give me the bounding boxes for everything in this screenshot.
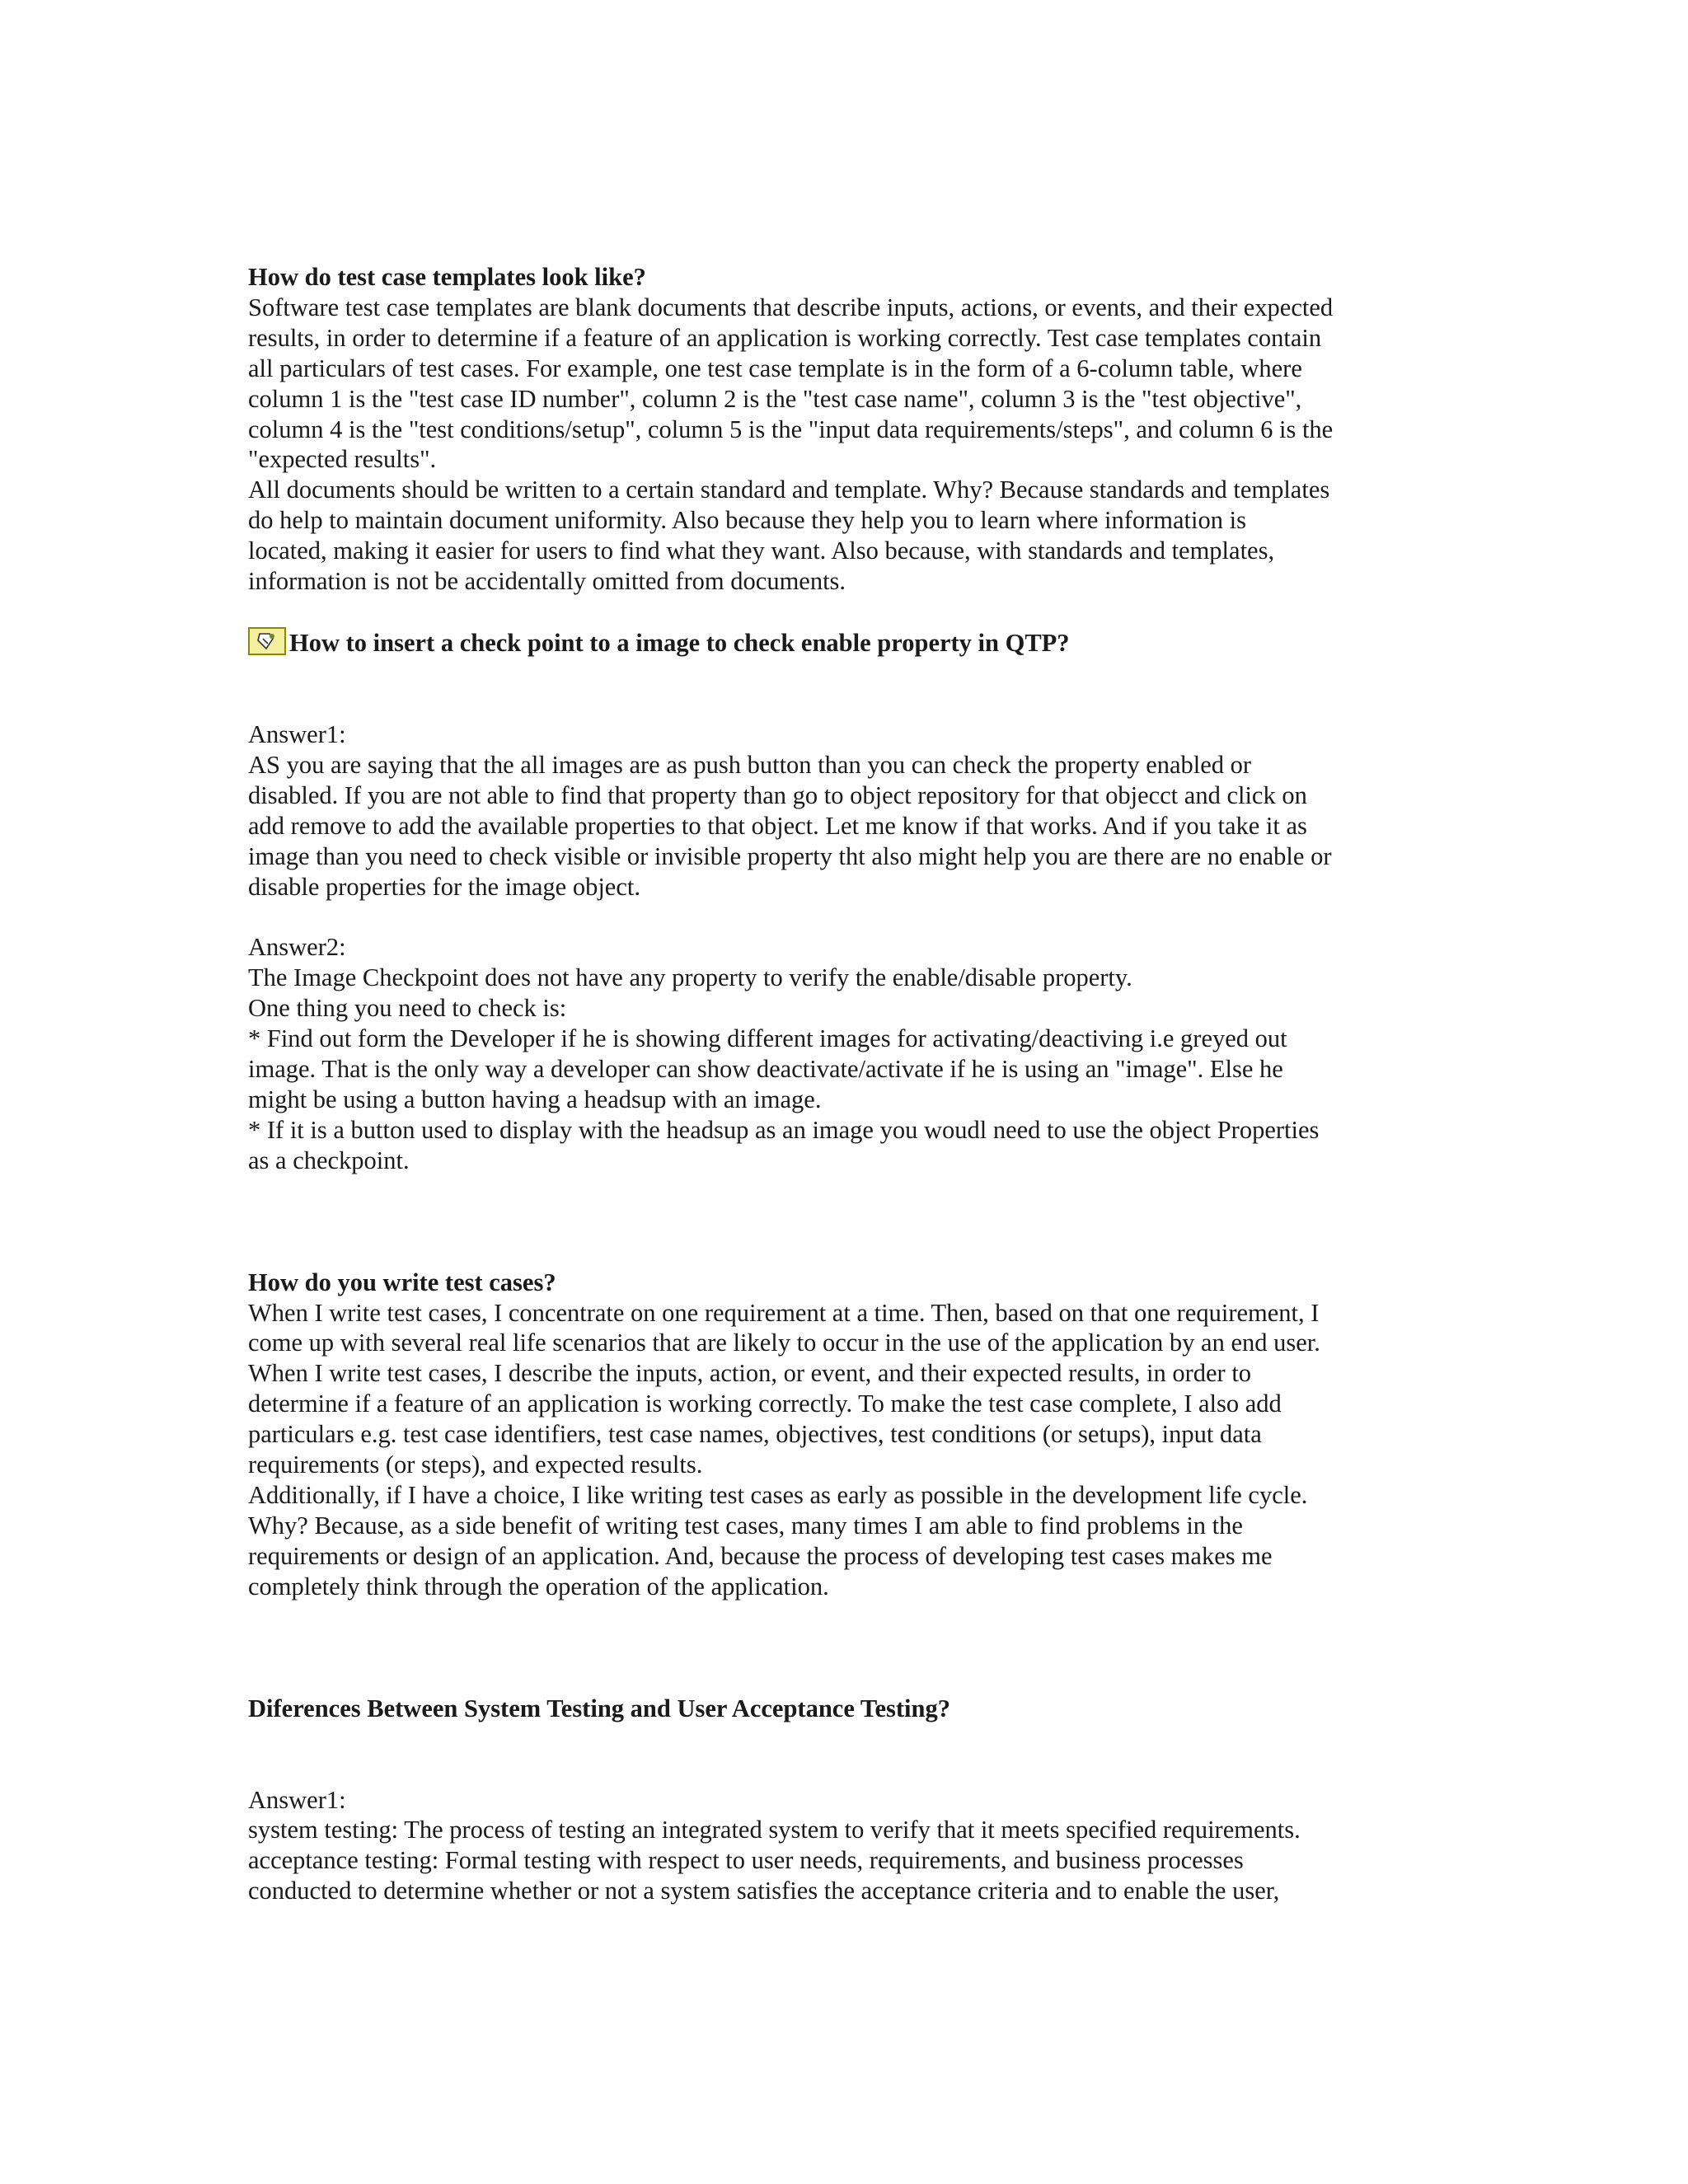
image-placeholder-icon — [248, 627, 286, 655]
paragraph-line: When I write test cases, I describe the inputs, action, or event, and their expected results, in order to — [248, 1359, 1252, 1388]
paragraph-line: One thing you need to check is: — [248, 994, 567, 1023]
answer-label: Answer1: — [248, 719, 346, 748]
section-heading-row-qtp — [248, 627, 1451, 658]
paragraph-line: disable properties for the image object. — [248, 872, 640, 901]
paragraph-line: disabled. If you are not able to find that property than go to object repository for that objecct and click on — [248, 780, 1307, 809]
paragraph-line: conducted to determine whether or not a system satisfies the acceptance criteria and to enable the user, — [248, 1877, 1280, 1905]
section-heading-test-case-templates: How do test case templates look like? — [248, 263, 646, 291]
paragraph-line: requirements (or steps), and expected results. — [248, 1451, 703, 1479]
section-body-test-case-templates — [248, 293, 1451, 597]
paragraph-line: * Find out form the Developer if he is showing different images for activating/deactiving i.e greyed out — [248, 1024, 1287, 1053]
paragraph-line: all particulars of test cases. For example, one test case template is in the form of a 6-column table, where — [248, 354, 1302, 382]
document-page — [248, 262, 1451, 1906]
paragraph-line: come up with several real life scenarios that are likely to occur in the use of the application by an end user. — [248, 1329, 1320, 1357]
paragraph-line: column 4 is the "test conditions/setup", column 5 is the "input data requirements/steps", and column 6 is the — [248, 415, 1334, 443]
paragraph-line: The Image Checkpoint does not have any property to verify the enable/disable property. — [248, 963, 1132, 992]
paragraph-line: Software test case templates are blank documents that describe inputs, actions, or events, and their expected — [248, 293, 1334, 321]
paragraph-line: might be using a button having a headsup with an image. — [248, 1085, 822, 1113]
spacer — [248, 902, 1451, 932]
answer-body — [248, 750, 1451, 902]
spacer — [248, 1602, 1451, 1694]
paragraph-line: requirements or design of an application. And, because the process of developing test cases makes me — [248, 1541, 1273, 1570]
paragraph-line: AS you are saying that the all images are as push button than you can check the property enabled or — [248, 750, 1252, 779]
paragraph-line: do help to maintain document uniformity. Also because they help you to learn where information is — [248, 506, 1246, 535]
paragraph-line: acceptance testing: Formal testing with respect to user needs, requirements, and business processes — [248, 1846, 1244, 1875]
section-heading-qtp-checkpoint: How to insert a check point to a image to check enable property in QTP? — [289, 629, 1070, 658]
paragraph-line: column 1 is the "test case ID number", column 2 is the "test case name", column 3 is the "test objective", — [248, 384, 1302, 413]
section-body-write-test-cases — [248, 1298, 1451, 1602]
section-heading-write-test-cases: How do you write test cases? — [248, 1268, 556, 1296]
paragraph-line: "expected results". — [248, 445, 437, 474]
paragraph-line: as a checkpoint. — [248, 1146, 410, 1174]
answer-label: Answer1: — [248, 1785, 346, 1814]
paragraph-line: located, making it easier for users to find what they want. Also because, with standards and templates, — [248, 537, 1275, 565]
spacer — [248, 1176, 1451, 1268]
paragraph-line: Why? Because, as a side benefit of writing test cases, many times I am able to find problems in the — [248, 1511, 1243, 1540]
answer-body — [248, 963, 1451, 1175]
spacer — [248, 1724, 1451, 1785]
section-heading-system-vs-uat: Diferences Between System Testing and User Acceptance Testing? — [248, 1694, 950, 1722]
paragraph-line: results, in order to determine if a feature of an application is working correctly. Test case templates contain — [248, 323, 1322, 352]
spacer — [248, 597, 1451, 627]
paragraph-line: * If it is a button used to display with the headsup as an image you woudl need to use the object Properties — [248, 1115, 1320, 1144]
answer-label: Answer2: — [248, 933, 346, 962]
paragraph-line: image. That is the only way a developer can show deactivate/activate if he is using an "image". Else he — [248, 1055, 1283, 1084]
paragraph-line: particulars e.g. test case identifiers, test case names, objectives, test conditions (or setups), input data — [248, 1420, 1262, 1449]
paragraph-line: All documents should be written to a certain standard and template. Why? Because standards and templates — [248, 476, 1330, 504]
paragraph-line: information is not be accidentally omitted from documents. — [248, 567, 846, 596]
paragraph-line: determine if a feature of an application is working correctly. To make the test case complete, I also add — [248, 1390, 1282, 1418]
paragraph-line: When I write test cases, I concentrate on one requirement at a time. Then, based on that one requirement, I — [248, 1298, 1320, 1327]
answer-body — [248, 1815, 1451, 1906]
paragraph-line: image than you need to check visible or invisible property tht also might help you are there are no enable or — [248, 841, 1332, 870]
paragraph-line: system testing: The process of testing an integrated system to verify that it meets specified requirements. — [248, 1816, 1301, 1844]
spacer — [248, 658, 1451, 719]
paragraph-line: add remove to add the available properties to that object. Let me know if that works. And if you take it as — [248, 811, 1307, 840]
paragraph-line: Additionally, if I have a choice, I like writing test cases as early as possible in the development life cycle. — [248, 1481, 1308, 1509]
paragraph-line: completely think through the operation of the application. — [248, 1572, 829, 1601]
